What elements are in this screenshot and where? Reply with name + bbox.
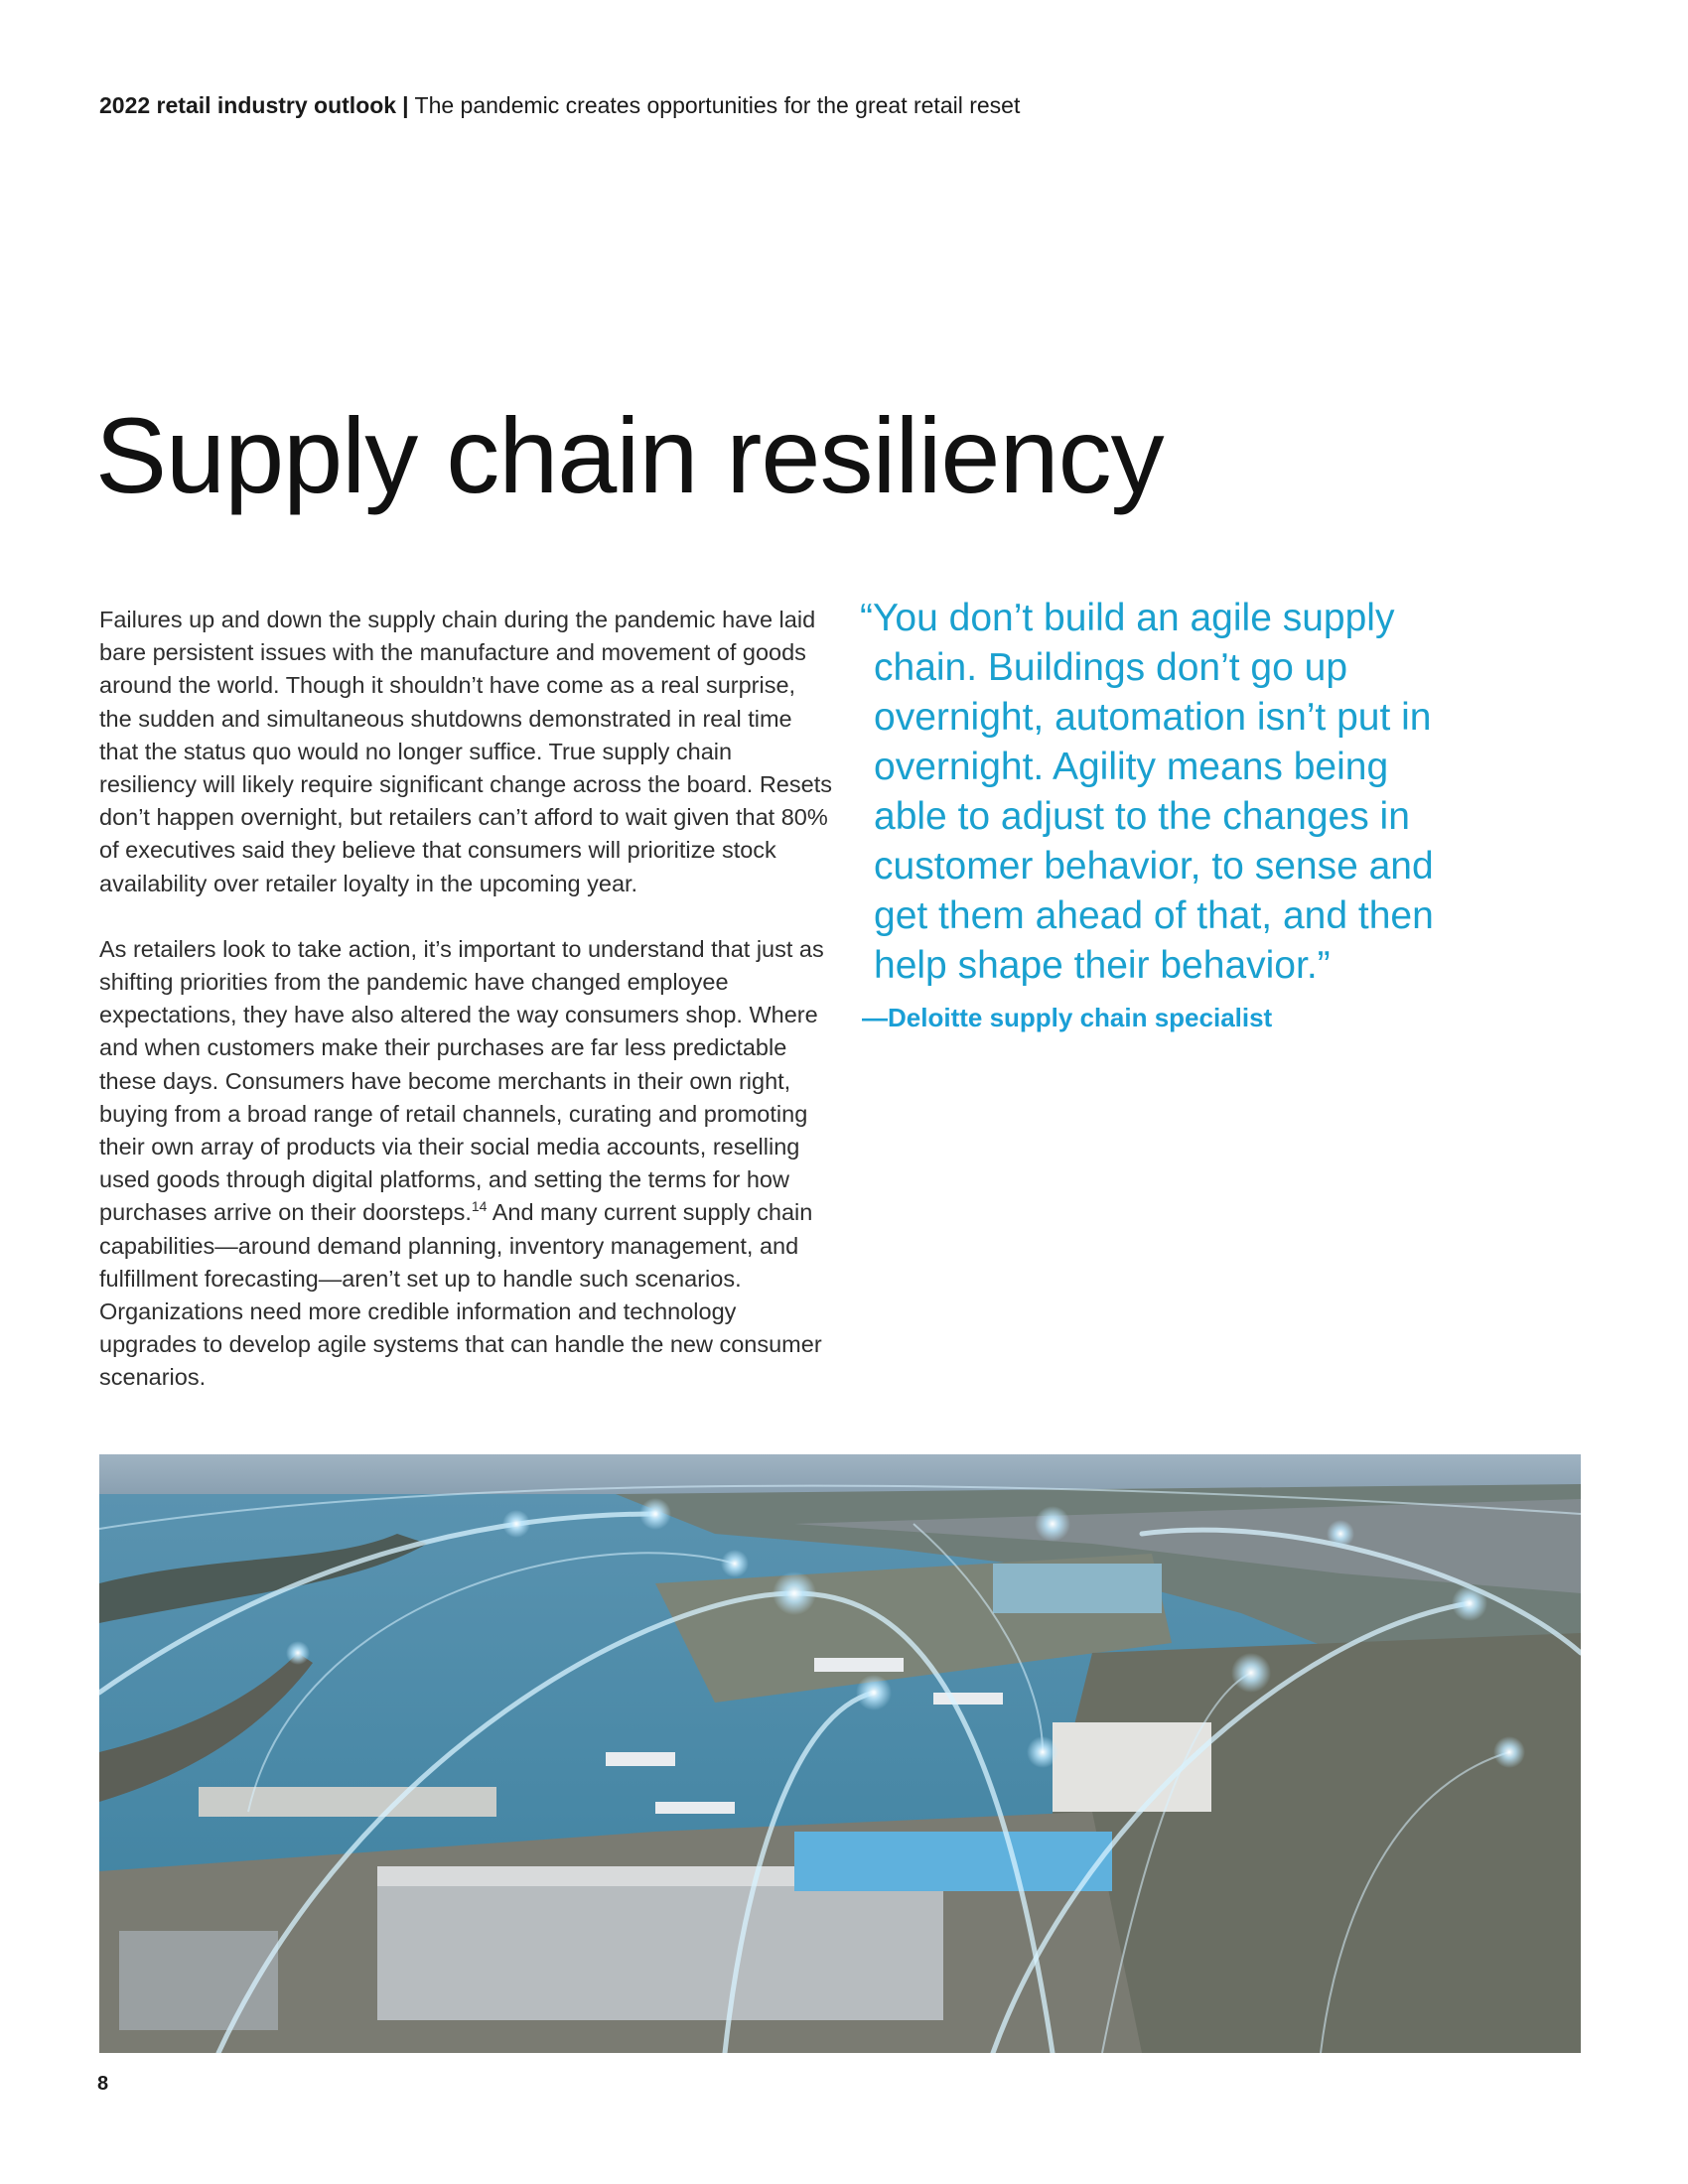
header-separator: | [402,92,409,118]
paragraph-2-text-b: And many current supply chain capabilities—around demand planning, inventory management, and fulfillment forecasting—aren’t set up to handle such scenarios. Organizations need more credible information and technology upgrades to develop agile systems that can handle the new consumer scenarios. [99,1199,822,1391]
page-number: 8 [97,2073,109,2095]
body-paragraph-2 [99,933,834,1395]
warehouse-right [1053,1722,1211,1812]
quote-attribution: —Deloitte supply chain specialist [862,1003,1273,1032]
warehouse-mid [993,1564,1162,1613]
pull-quote: “You don’t build an agile supply chain. Buildings don’t go up overnight, automation isn’t put in overnight. Agility means being able to adjust to the changes in customer behavior, to sense and get them ahead of that, and then help shape their behavior.” [860,597,1434,987]
harbor-network-photo [99,1454,1581,2053]
body-column [99,604,834,1428]
running-header [99,92,1020,119]
body-paragraph-1: Failures up and down the supply chain during the pandemic have laid bare persistent issues with the manufacture and movement of goods around the world. Though it shouldn’t have come as a real surprise, the sudden and simultaneous shutdowns demonstrated in real time that the status quo would no longer suffice. True supply chain resiliency will likely require significant change across the board. Resets don’t happen overnight, but retailers can’t afford to wait given that 80% of executives said they believe that consumers will prioritize stock availability over retailer loyalty in the upcoming year. [99,607,832,896]
warehouse-left [199,1787,496,1817]
footnote-reference[interactable]: 14 [471,1198,488,1215]
harbor-illustration [99,1454,1581,2053]
chapter-title: The pandemic creates opportunities for the great retail reset [414,92,1021,118]
publication-title: 2022 retail industry outlook [99,92,397,118]
warehouse-blue [794,1832,1112,1891]
warehouse-center [377,1881,943,2020]
paragraph-2-text-a: As retailers look to take action, it’s important to understand that just as shifting priorities from the pandemic have changed employee expectations, they have also altered the way consumers shop. Where and when customers make their purchases are far less predictable these days. Consumers have become merchants in their own right, buying from a broad range of retail channels, curating and promoting their own array of products via their social media accounts, reselling used goods through digital platforms, and setting the terms for how purchases arrive on their doorsteps. [99,935,824,1226]
page-title: Supply chain resiliency [95,395,1164,515]
